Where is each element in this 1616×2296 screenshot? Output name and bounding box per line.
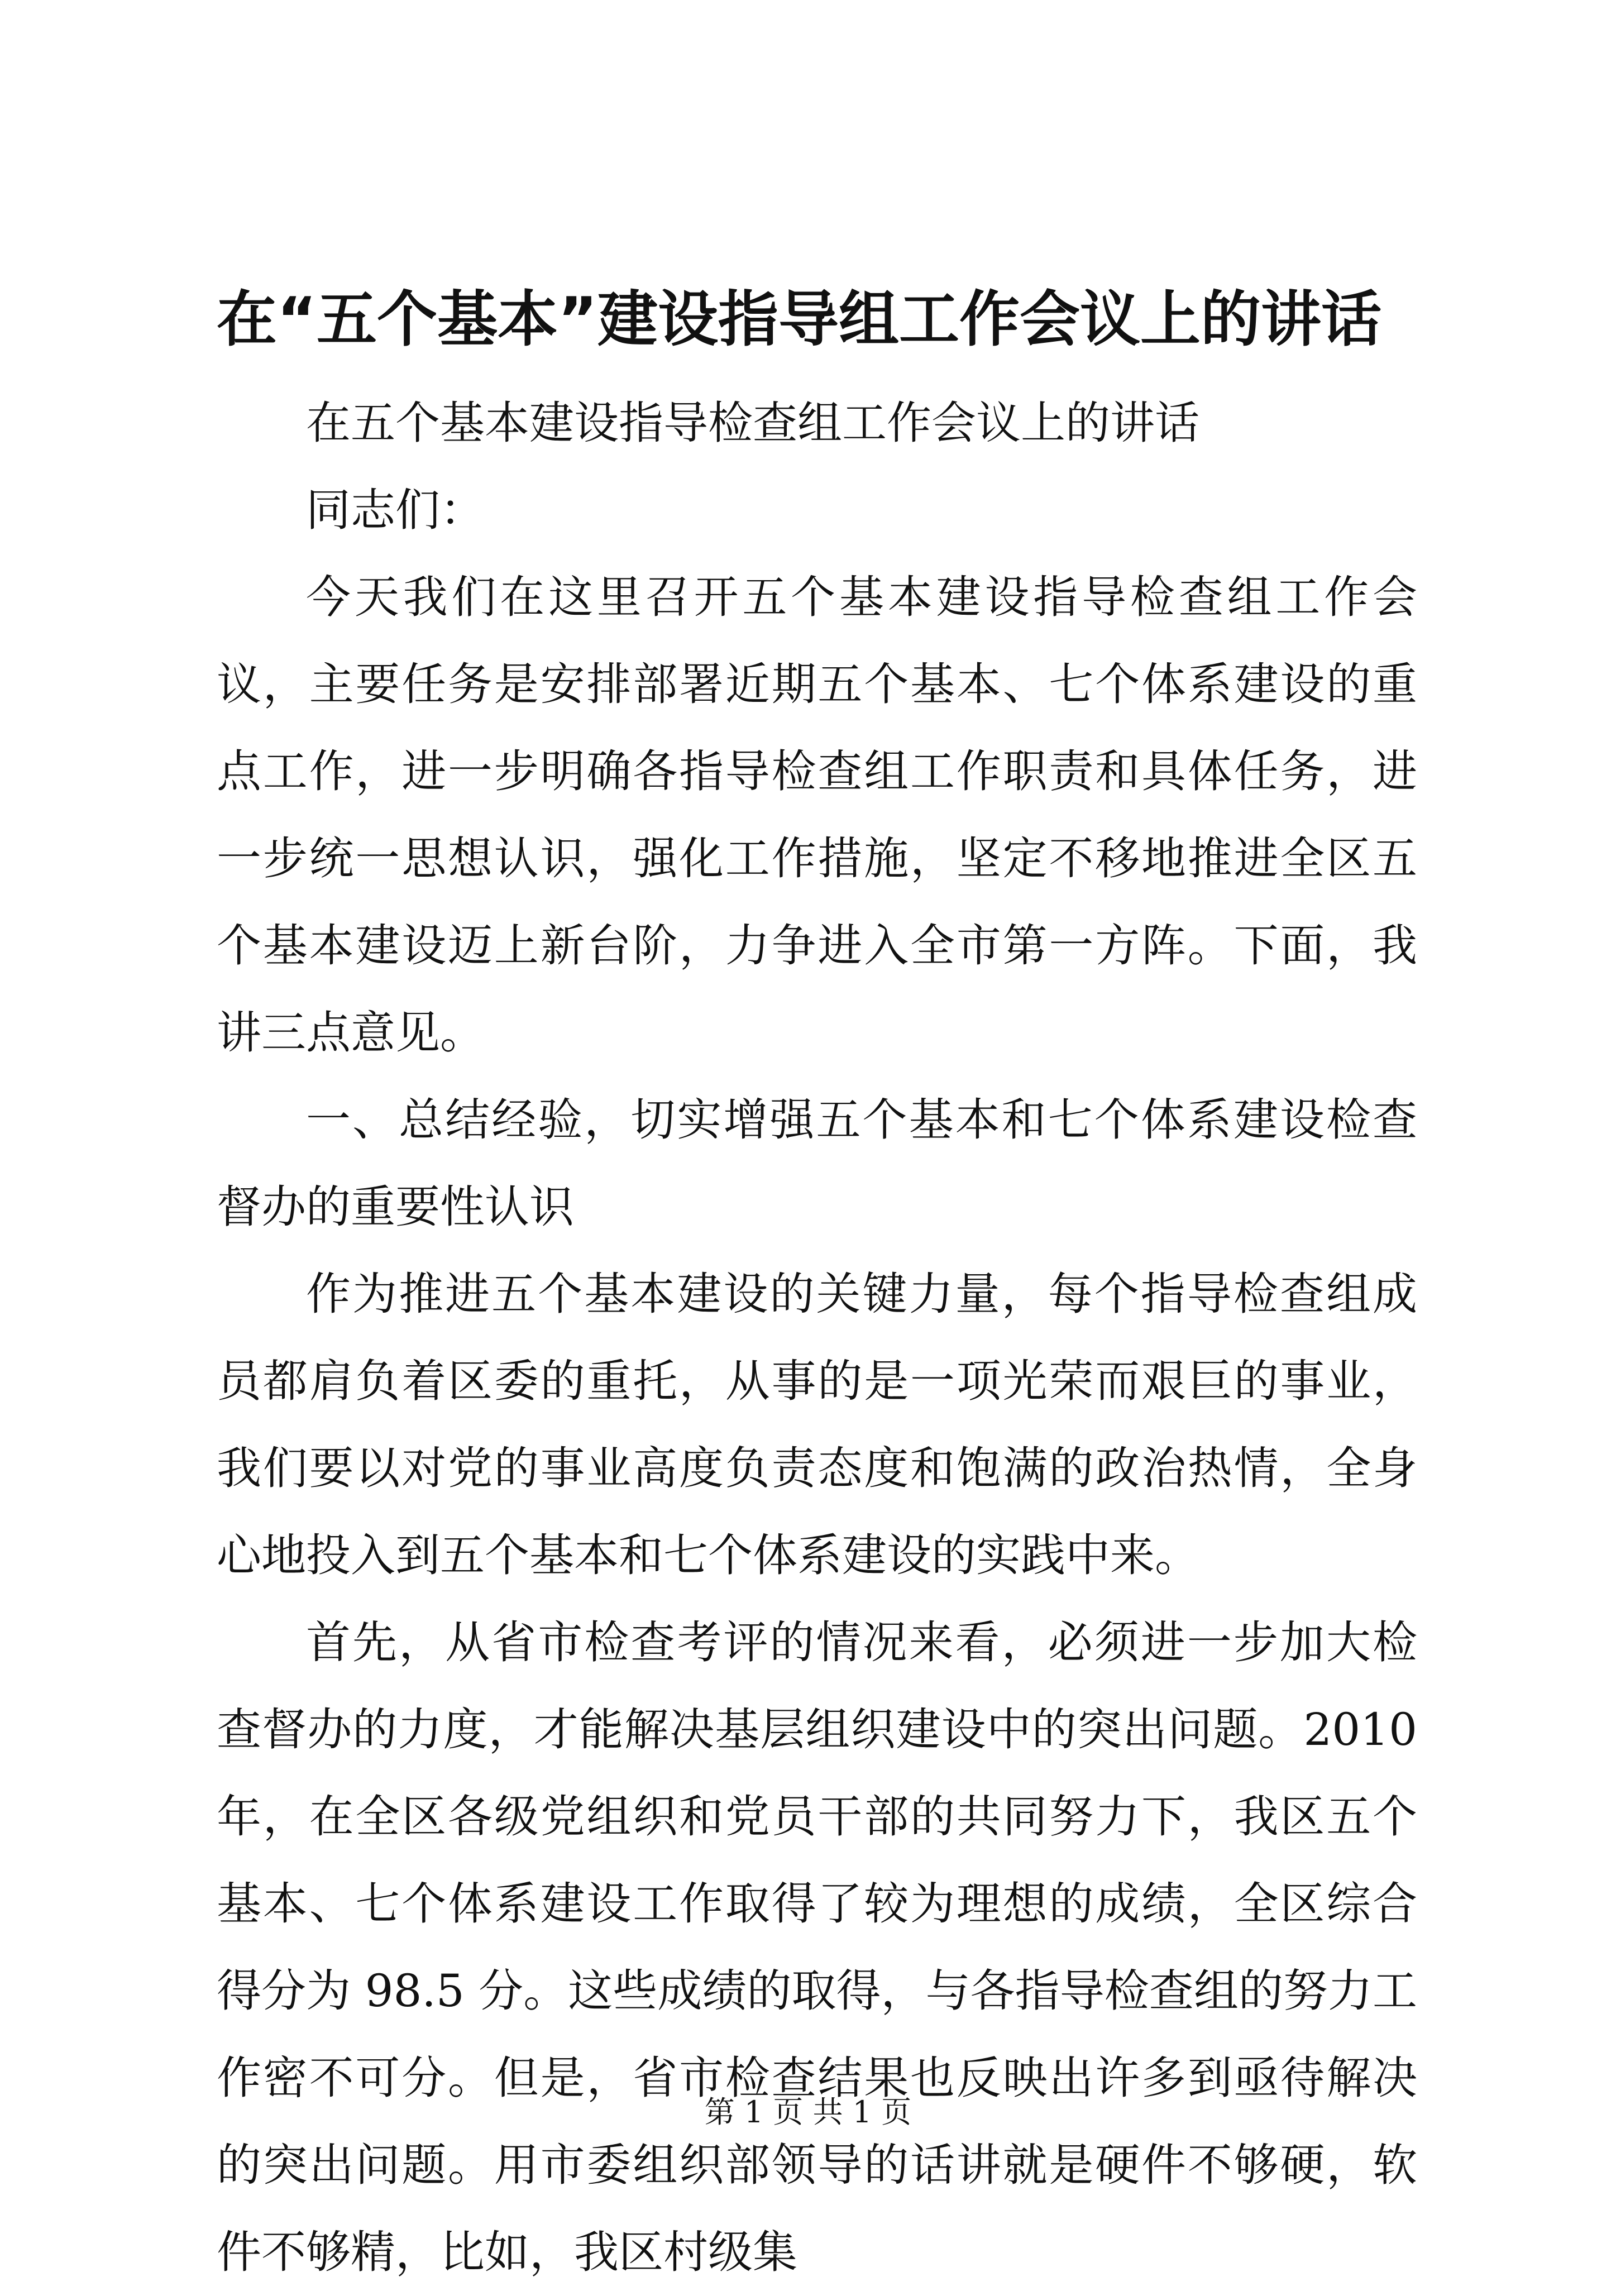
salutation-paragraph: 同志们：	[306, 484, 485, 536]
body-paragraph: 作为推进五个基本建设的关键力量，每个指导检查组成员都肩负着区委的重托，从事的是一项光荣而艰巨的事业，我们要以对党的事业高度负责态度和饱满的政治热情，全身心地投入到五个基本和七个体系建设的实践中来。	[217, 1268, 1417, 1581]
body-paragraph: 今天我们在这里召开五个基本建设指导检查组工作会议，主要任务是安排部署近期五个基本、七个体系建设的重点工作，进一步明确各指导检查组工作职责和具体任务，进一步统一思想认识，强化工作措施，坚定不移地推进全区五个基本建设迈上新台阶，力争进入全市第一方阵。下面，我讲三点意见。	[217, 571, 1417, 1059]
document-title: 在“五个基本”建设指导组工作会议上的讲话	[217, 285, 1381, 355]
document-body	[217, 380, 1417, 2296]
page-footer	[0, 2093, 1616, 2132]
page-number-label: 第 1 页 共 1 页	[704, 2094, 912, 2130]
section-heading-paragraph: 一、总结经验，切实增强五个基本和七个体系建设检查督办的重要性认识	[217, 1094, 1417, 1233]
body-paragraph: 首先，从省市检查考评的情况来看，必须进一步加大检查督办的力度，才能解决基层组织建设中的突出问题。2010 年，在全区各级党组织和党员干部的共同努力下，我区五个基本、七个体系建设工作取得了较为理想的成绩，全区综合得分为 98.5 分。这些成绩的取得，与各指导检查组的努力工作密不可分。但是，省市检查结果也反映出许多到亟待解决的突出问题。用市委组织部领导的话讲就是硬件不够硬，软件不够精，比如，我区村级集	[217, 1616, 1417, 2278]
subtitle-paragraph: 在五个基本建设指导检查组工作会议上的讲话	[306, 397, 1199, 449]
